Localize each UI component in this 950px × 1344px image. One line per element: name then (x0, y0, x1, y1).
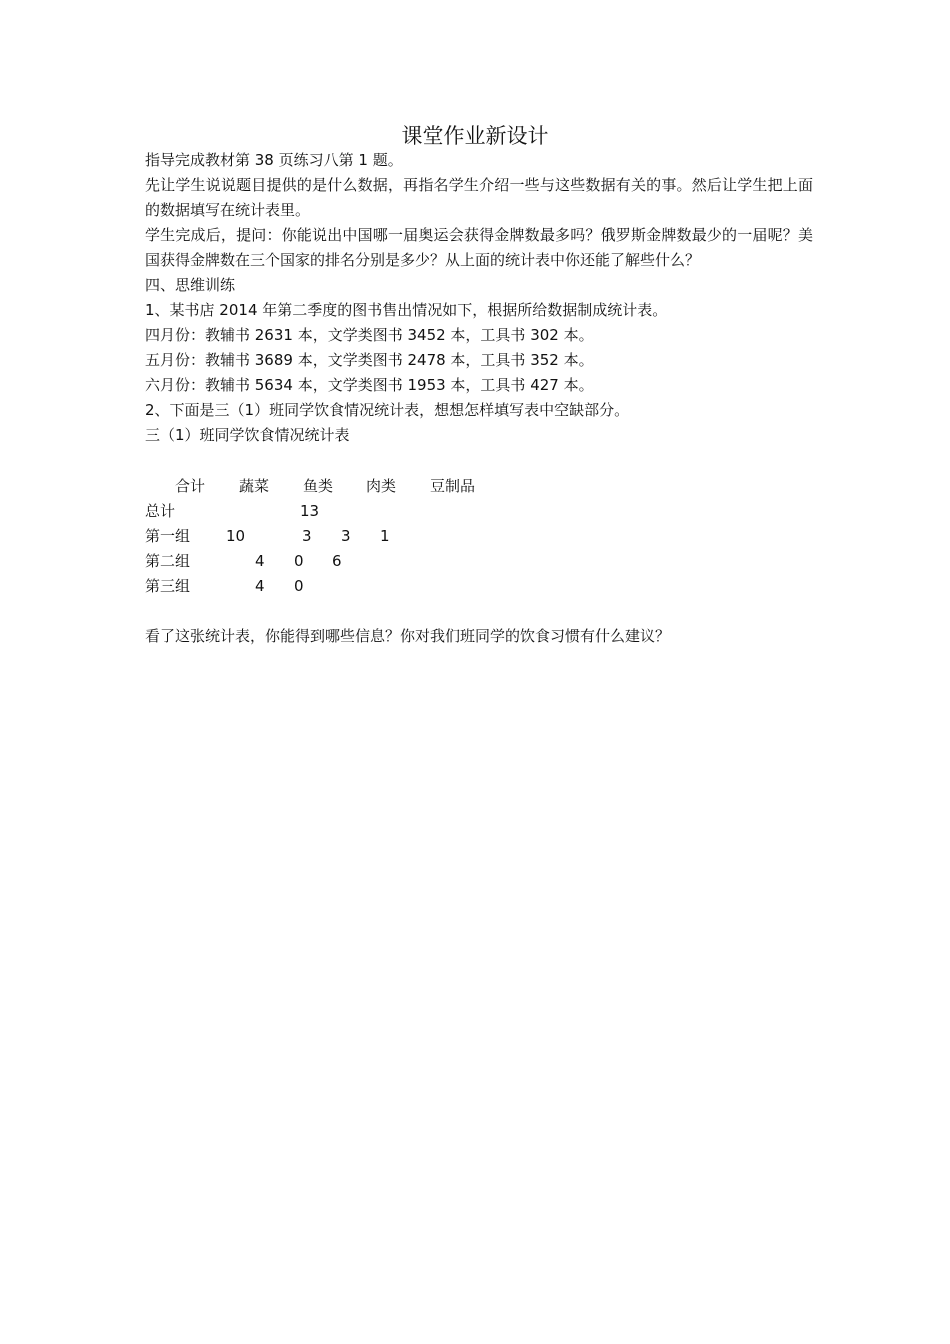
paragraph: 六月份：教辅书 5634 本，文学类图书 1953 本，工具书 427 本。 (145, 376, 594, 394)
paragraph: 先让学生说说题目提供的是什么数据，再指名学生介绍一些与这些数据有关的事。然后让学生把上面的数据填写在统计表里。 (145, 176, 813, 219)
table-row-label: 第一组 (145, 527, 191, 545)
document-title: 课堂作业新设计 (401, 124, 549, 148)
table-row-label: 第二组 (145, 552, 191, 570)
paragraph: 学生完成后，提问：你能说出中国哪一届奥运会获得金牌数最多吗？俄罗斯金牌数最少的一届呢？美国获得金牌数在三个国家的排名分别是多少？从上面的统计表中你还能了解些什么？ (145, 226, 813, 269)
document-body (145, 148, 813, 448)
table-cell: 10 (226, 527, 246, 545)
table-row (145, 574, 645, 599)
closing-question: 看了这张统计表，你能得到哪些信息？你对我们班同学的饮食习惯有什么建议？ (145, 627, 671, 645)
diet-stats-table (145, 474, 645, 599)
table-row (145, 549, 645, 574)
table-row (145, 499, 645, 524)
table-cell: 13 (300, 502, 320, 520)
paragraph: 1、某书店 2014 年第二季度的图书售出情况如下，根据所给数据制成统计表。 (145, 301, 668, 319)
table-row-label: 总计 (145, 502, 176, 520)
table-cell: 3 (341, 527, 351, 545)
table-header-cell: 蔬菜 (239, 477, 270, 495)
table-header-cell: 肉类 (366, 477, 397, 495)
paragraph: 指导完成教材第 38 页练习八第 1 题。 (145, 151, 403, 169)
table-row (145, 524, 645, 549)
table-cell: 0 (294, 577, 304, 595)
table-header-cell: 鱼类 (303, 477, 334, 495)
table-header-cell: 豆制品 (430, 477, 476, 495)
table-cell: 1 (380, 527, 390, 545)
paragraph: 四月份：教辅书 2631 本，文学类图书 3452 本，工具书 302 本。 (145, 326, 594, 344)
table-header-cell: 合计 (175, 477, 206, 495)
section-heading: 四、思维训练 (145, 276, 236, 294)
paragraph: 五月份：教辅书 3689 本，文学类图书 2478 本，工具书 352 本。 (145, 351, 594, 369)
table-cell: 6 (332, 552, 342, 570)
table-cell: 0 (294, 552, 304, 570)
table-cell: 3 (302, 527, 312, 545)
table-cell: 4 (255, 577, 265, 595)
table-row-label: 第三组 (145, 577, 191, 595)
table-cell: 4 (255, 552, 265, 570)
table-header-row (145, 474, 645, 499)
table-caption: 三（1）班同学饮食情况统计表 (145, 426, 350, 444)
paragraph: 2、下面是三（1）班同学饮食情况统计表，想想怎样填写表中空缺部分。 (145, 401, 630, 419)
